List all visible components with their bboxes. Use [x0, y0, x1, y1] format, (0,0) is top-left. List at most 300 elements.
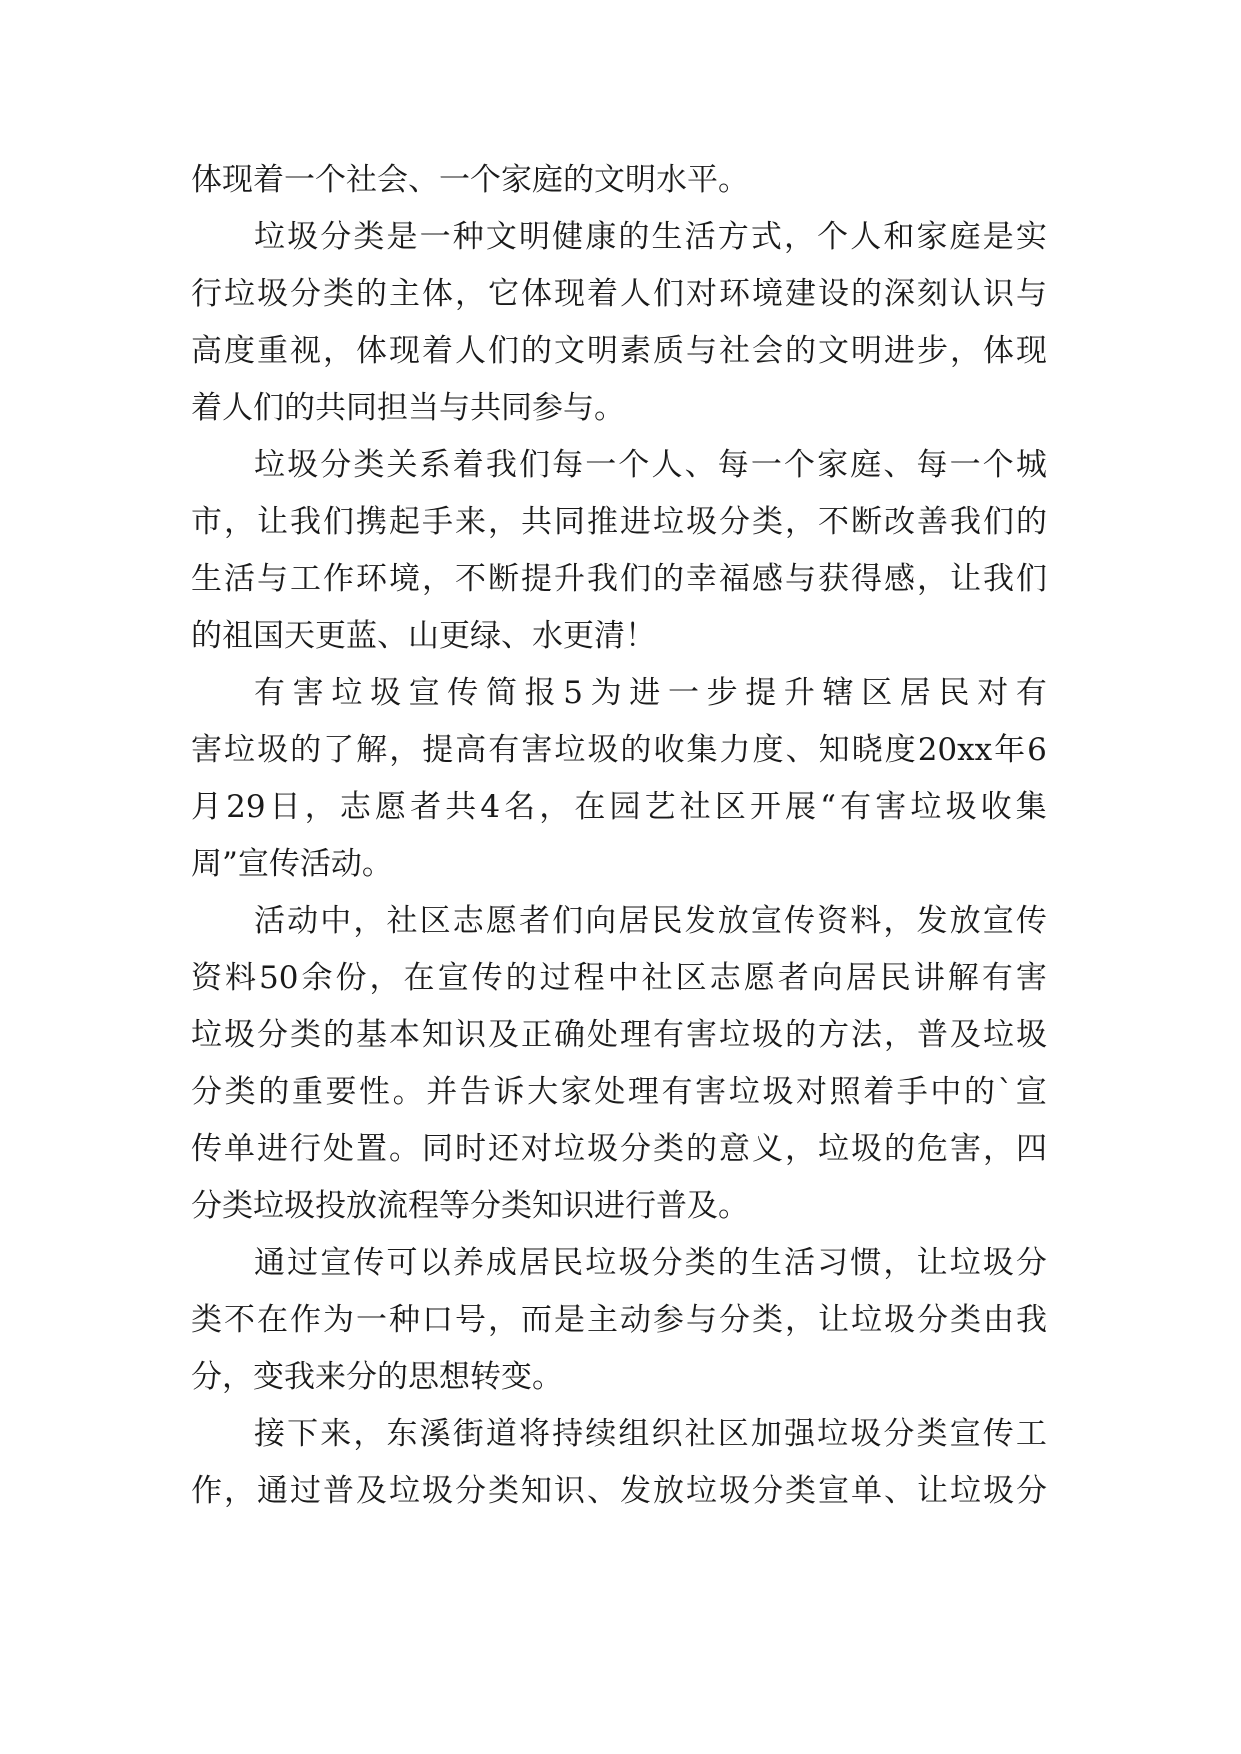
text-glyph: 发	[620, 1473, 651, 1509]
text-glyph: 携	[356, 504, 387, 540]
text-glyph: 垃	[983, 1017, 1014, 1053]
text-glyph: 深	[884, 276, 915, 312]
text-glyph: 在	[257, 1302, 288, 1338]
text-glyph: 感	[884, 561, 915, 597]
text-glyph: 溪	[419, 1416, 451, 1452]
text-glyph: 区	[717, 1416, 749, 1452]
text-line	[191, 437, 1047, 494]
text-glyph: 的	[785, 333, 816, 369]
text-glyph: 们	[983, 504, 1014, 540]
text-glyph: 生	[191, 561, 222, 597]
text-glyph: 习	[817, 1245, 849, 1281]
text-glyph: 与	[785, 561, 816, 597]
text-glyph: 过	[287, 1245, 319, 1281]
text-glyph: 度	[752, 732, 784, 768]
text-glyph: 垃	[585, 1245, 617, 1281]
text-glyph: 在	[403, 960, 435, 996]
text-glyph: 进	[257, 1131, 288, 1167]
text-glyph: 园	[609, 789, 641, 825]
text-glyph: 向	[585, 903, 617, 939]
text-glyph: 质	[653, 333, 684, 369]
text-glyph: 垃	[910, 789, 942, 825]
text-glyph: 是	[386, 219, 418, 255]
text-glyph: ，	[883, 1245, 915, 1281]
text-glyph: `	[997, 1074, 1014, 1110]
text-glyph: 们	[1016, 561, 1047, 597]
text-glyph: 主	[389, 276, 420, 312]
text-glyph: 民	[651, 903, 683, 939]
text-glyph: 人	[455, 333, 486, 369]
text-glyph: 让	[916, 1245, 948, 1281]
text-glyph: 庭	[949, 219, 981, 255]
text-glyph: 展	[785, 789, 817, 825]
text-line	[191, 893, 1047, 950]
text-glyph: 庭	[850, 447, 882, 483]
text-glyph: 传	[982, 1416, 1014, 1452]
text-glyph: 年	[994, 732, 1026, 768]
text-glyph: 们	[552, 903, 584, 939]
text-glyph: 分	[917, 1302, 948, 1338]
text-glyph: 个	[784, 447, 815, 483]
text-glyph: 文	[485, 219, 517, 255]
text-glyph: 垃	[191, 1017, 222, 1053]
text-glyph: 区	[675, 960, 707, 996]
text-glyph: 将	[519, 1416, 550, 1452]
text-glyph: 害	[950, 1131, 981, 1167]
text-glyph: 确	[554, 1017, 585, 1053]
text-glyph: 过	[539, 960, 571, 996]
text-glyph: 放	[717, 903, 749, 939]
text-glyph: 法	[851, 1017, 882, 1053]
text-glyph: 获	[818, 561, 849, 597]
text-glyph: 活	[254, 903, 285, 939]
text-glyph: 传	[353, 1245, 385, 1281]
text-glyph: 通	[254, 1245, 285, 1281]
text-glyph: 不	[818, 504, 849, 540]
text-glyph: 垃	[817, 1416, 849, 1452]
text-glyph: 同	[554, 504, 585, 540]
text-glyph: 类	[653, 1131, 684, 1167]
text-glyph: 料	[225, 960, 257, 996]
text-glyph: 对	[521, 1131, 552, 1167]
text-glyph: 一	[949, 447, 981, 483]
text-glyph: 主	[587, 1302, 618, 1338]
text-glyph: 的	[964, 1074, 996, 1110]
text-glyph: 讲	[913, 960, 945, 996]
text-glyph: 不	[224, 1302, 255, 1338]
text-glyph: 、	[883, 447, 915, 483]
text-line	[191, 1235, 1047, 1292]
text-glyph: 类	[224, 1074, 256, 1110]
text-glyph: 垃	[851, 1302, 882, 1338]
text-glyph: 素	[620, 333, 651, 369]
text-glyph: 行	[290, 1131, 321, 1167]
text-glyph: 生	[651, 219, 683, 255]
text-glyph: 我	[983, 561, 1014, 597]
text-glyph: 在	[574, 789, 606, 825]
text-glyph: 健	[552, 219, 584, 255]
text-glyph: 东	[386, 1416, 418, 1452]
text-glyph: 们	[519, 447, 550, 483]
text-glyph: 分	[1016, 1473, 1047, 1509]
text-glyph: 者	[777, 960, 809, 996]
text-glyph: 放	[653, 1473, 684, 1509]
text-glyph: 通	[257, 1473, 288, 1509]
text-glyph: 一	[750, 447, 782, 483]
text-glyph: ，	[950, 333, 981, 369]
text-glyph: 传	[471, 960, 503, 996]
text-glyph: 下	[287, 1416, 319, 1452]
text-glyph: 志	[339, 789, 371, 825]
text-glyph: 开	[749, 789, 781, 825]
text-glyph: 圾	[719, 1473, 750, 1509]
text-glyph: 宣	[320, 1245, 352, 1281]
text-glyph: 告	[459, 1074, 491, 1110]
text-glyph: 民	[552, 1245, 584, 1281]
text-glyph: 区	[861, 675, 893, 711]
text-glyph: 人	[850, 219, 882, 255]
text-glyph: 提	[521, 561, 552, 597]
text-glyph: 危	[917, 1131, 948, 1167]
text-glyph: 圾	[287, 219, 319, 255]
text-glyph: 中	[320, 903, 352, 939]
text-glyph: 害	[686, 1017, 717, 1053]
text-glyph: 、	[684, 447, 716, 483]
text-glyph: 度	[224, 333, 255, 369]
text-glyph: 高	[455, 732, 487, 768]
text-glyph: 垃	[254, 447, 285, 483]
text-glyph: 环	[356, 561, 387, 597]
text-line	[191, 323, 1047, 380]
text-glyph: 艺	[644, 789, 676, 825]
text-glyph: 垃	[728, 1074, 760, 1110]
text-glyph: 宣	[818, 1473, 849, 1509]
text-glyph: 放	[949, 903, 981, 939]
text-glyph: 方	[717, 219, 749, 255]
text-glyph: 是	[982, 219, 1014, 255]
text-glyph: ，	[785, 1131, 816, 1167]
text-glyph: 的	[686, 1131, 717, 1167]
text-line	[191, 722, 1047, 779]
text-glyph: 类	[323, 276, 354, 312]
text-glyph: 及	[356, 1473, 387, 1509]
text-glyph: 、	[785, 732, 817, 768]
text-glyph: 圾	[850, 1416, 882, 1452]
text-glyph: 家	[560, 1074, 592, 1110]
text-glyph: 城	[1015, 447, 1047, 483]
text-glyph: 分	[455, 1473, 486, 1509]
text-glyph: 重	[257, 333, 288, 369]
text-glyph: 名	[504, 789, 536, 825]
text-glyph: 社	[684, 1416, 716, 1452]
text-glyph: 的	[620, 732, 652, 768]
text-glyph: 区	[419, 903, 451, 939]
text-glyph: 以	[419, 1245, 451, 1281]
text-glyph: 社	[719, 333, 750, 369]
text-glyph: 人	[651, 447, 683, 483]
text-glyph: 由	[983, 1302, 1014, 1338]
text-glyph: 者	[410, 789, 442, 825]
text-glyph: 并	[426, 1074, 458, 1110]
text-glyph: 步	[706, 675, 738, 711]
text-glyph: 作	[290, 1302, 321, 1338]
text-line	[191, 266, 1047, 323]
text-glyph: 居	[618, 903, 650, 939]
text-glyph: 提	[745, 675, 777, 711]
text-glyph: 明	[519, 219, 550, 255]
text-glyph: 道	[485, 1416, 517, 1452]
text-glyph: 推	[587, 504, 618, 540]
text-glyph: 不	[455, 561, 486, 597]
text-glyph: 圾	[287, 447, 319, 483]
text-line	[191, 1121, 1047, 1178]
text-glyph: ，	[304, 789, 336, 825]
text-glyph: 一	[356, 1302, 387, 1338]
text-glyph: 圾	[257, 276, 288, 312]
text-glyph: 识	[983, 276, 1014, 312]
text-glyph: 工	[1015, 1416, 1047, 1452]
text-glyph: 为	[323, 1302, 354, 1338]
text-glyph: 有	[1015, 675, 1047, 711]
text-glyph: 知	[818, 732, 850, 768]
text-glyph: 感	[752, 561, 783, 597]
text-glyph: 会	[752, 333, 783, 369]
text-glyph: 一	[667, 675, 699, 711]
text-glyph: 宣	[1015, 1074, 1047, 1110]
text-glyph: 与	[257, 561, 288, 597]
text-glyph: 每	[552, 447, 584, 483]
text-glyph: 文	[818, 333, 849, 369]
text-glyph: 解	[356, 732, 388, 768]
text-glyph: 日	[269, 789, 301, 825]
text-glyph: 度	[884, 732, 916, 768]
text-glyph: 来	[320, 1416, 352, 1452]
text-glyph: 类	[916, 1416, 948, 1452]
text-glyph: 分	[320, 447, 352, 483]
text-glyph: 29	[226, 789, 266, 825]
text-glyph: 让	[950, 561, 981, 597]
text-glyph: ，	[369, 960, 401, 996]
text-glyph: 资	[817, 903, 849, 939]
text-line	[191, 1007, 1047, 1064]
text-glyph: 区	[714, 789, 746, 825]
text-glyph: 及	[488, 1017, 519, 1053]
text-glyph: 为	[590, 675, 622, 711]
text-glyph: 有	[254, 675, 285, 711]
text-glyph: 我	[290, 504, 321, 540]
text-glyph: 圾	[851, 1131, 882, 1167]
text-glyph: 晓	[851, 732, 883, 768]
text-glyph: 系	[419, 447, 451, 483]
text-glyph: 持	[552, 1416, 584, 1452]
text-glyph: 让	[917, 1473, 948, 1509]
text-glyph: 分	[320, 219, 352, 255]
text-glyph: 民	[879, 960, 911, 996]
text-glyph: 它	[488, 276, 519, 312]
text-line: 的祖国天更蓝、山更绿、水更清！	[191, 618, 656, 654]
text-glyph: 圾	[884, 1302, 915, 1338]
text-glyph: 对	[795, 1074, 827, 1110]
text-line: 分类垃圾投放流程等分类知识进行普及。	[191, 1188, 749, 1224]
text-glyph: 是	[554, 1302, 585, 1338]
text-glyph: 的	[1016, 504, 1047, 540]
text-glyph: 同	[422, 1131, 453, 1167]
text-glyph: 收	[980, 789, 1012, 825]
text-glyph: 的	[785, 1017, 816, 1053]
text-glyph: 强	[784, 1416, 815, 1452]
text-glyph: 进	[884, 333, 915, 369]
text-glyph: 垃	[950, 1473, 981, 1509]
text-glyph: 害	[695, 1074, 727, 1110]
text-glyph: 我	[1016, 1302, 1047, 1338]
text-glyph: 的	[258, 1074, 290, 1110]
text-glyph: 向	[811, 960, 843, 996]
text-glyph: 与	[686, 333, 717, 369]
text-glyph: ，	[389, 732, 421, 768]
text-glyph: 有	[981, 960, 1013, 996]
text-line: 周”宣传活动。	[191, 846, 393, 882]
text-glyph: 和	[883, 219, 915, 255]
text-glyph: 的	[521, 333, 552, 369]
text-glyph: 志	[709, 960, 741, 996]
text-glyph: ，	[323, 333, 354, 369]
text-glyph: 们	[323, 504, 354, 540]
text-glyph: 志	[452, 903, 484, 939]
text-line	[191, 950, 1047, 1007]
text-glyph: 处	[323, 1131, 354, 1167]
text-glyph: 类	[488, 1473, 519, 1509]
text-glyph: 圾	[587, 732, 619, 768]
text-glyph: 们	[653, 276, 684, 312]
text-glyph: 对	[977, 675, 1009, 711]
text-glyph: 活	[684, 219, 716, 255]
text-glyph: 个	[618, 447, 650, 483]
text-glyph: 工	[290, 561, 321, 597]
text-glyph: 市	[191, 504, 222, 540]
text-glyph: 理	[627, 1074, 659, 1110]
text-glyph: 的	[290, 732, 322, 768]
text-glyph: 垃	[686, 1473, 717, 1509]
text-glyph: 可	[386, 1245, 418, 1281]
text-glyph: 成	[485, 1245, 517, 1281]
text-glyph: ，	[785, 504, 816, 540]
text-glyph: 辖	[822, 675, 854, 711]
text-glyph: 垃	[254, 219, 285, 255]
text-glyph: 圾	[587, 1131, 618, 1167]
text-glyph: 集	[686, 732, 718, 768]
text-glyph: 传	[447, 675, 479, 711]
text-glyph: 断	[488, 561, 519, 597]
text-glyph: 福	[719, 561, 750, 597]
text-glyph: 让	[257, 504, 288, 540]
text-glyph: 垃	[719, 1017, 750, 1053]
text-line	[191, 1463, 1047, 1520]
text-glyph: 建	[785, 276, 816, 312]
text-glyph: ，	[884, 1017, 915, 1053]
text-line	[191, 1064, 1047, 1121]
text-glyph: 种	[452, 219, 484, 255]
text-glyph: 简	[485, 675, 517, 711]
text-glyph: 圾	[369, 675, 401, 711]
text-glyph: 圾	[945, 789, 977, 825]
text-glyph: 实	[1015, 219, 1047, 255]
text-glyph: 与	[1016, 276, 1047, 312]
text-glyph: 发	[684, 903, 716, 939]
text-glyph: 动	[287, 903, 319, 939]
text-glyph: 养	[452, 1245, 484, 1281]
text-glyph: 知	[521, 1473, 552, 1509]
text-glyph: 20xx	[917, 732, 993, 768]
text-glyph: 社	[386, 903, 418, 939]
text-glyph: 境	[389, 561, 420, 597]
text-glyph: 动	[620, 1302, 651, 1338]
text-glyph: 民	[938, 675, 970, 711]
text-glyph: 正	[521, 1017, 552, 1053]
text-glyph: 、	[587, 1473, 618, 1509]
text-glyph: 体	[356, 333, 387, 369]
text-glyph: ，	[917, 561, 948, 597]
text-glyph: 社	[641, 960, 673, 996]
text-glyph: 我	[950, 504, 981, 540]
text-glyph: 我	[485, 447, 517, 483]
text-glyph: 意	[719, 1131, 750, 1167]
text-glyph: 现	[389, 333, 420, 369]
text-glyph: 进	[629, 675, 661, 711]
text-glyph: 街	[452, 1416, 484, 1452]
text-glyph: 圾	[752, 1017, 783, 1053]
text-glyph: 类	[785, 1473, 816, 1509]
text-glyph: ，	[353, 903, 385, 939]
text-glyph: 垃	[653, 504, 684, 540]
text-glyph: 改	[884, 504, 915, 540]
text-glyph: 进	[620, 504, 651, 540]
text-glyph: 宣	[982, 903, 1014, 939]
text-glyph: ，	[353, 1416, 385, 1452]
text-glyph: 有	[653, 1017, 684, 1053]
text-line: 分，变我来分的思想转变。	[191, 1359, 563, 1395]
text-glyph: 还	[488, 1131, 519, 1167]
text-glyph: 类	[684, 1245, 716, 1281]
text-glyph: 着	[452, 447, 484, 483]
text-glyph: 力	[719, 732, 751, 768]
text-glyph: 活	[224, 561, 255, 597]
text-glyph: 分	[651, 1245, 683, 1281]
text-glyph: 圾	[1016, 1017, 1047, 1053]
text-glyph: 共	[521, 504, 552, 540]
text-glyph: ，	[488, 1302, 519, 1338]
text-glyph: 报	[524, 675, 556, 711]
text-glyph: 得	[851, 561, 882, 597]
text-glyph: 作	[323, 561, 354, 597]
text-glyph: 者	[519, 903, 550, 939]
text-glyph: 诉	[493, 1074, 525, 1110]
text-glyph: 处	[594, 1074, 626, 1110]
text-glyph: 垃	[554, 1131, 585, 1167]
text-glyph: 有	[840, 789, 872, 825]
text-glyph: 幸	[686, 561, 717, 597]
text-glyph: 分	[290, 276, 321, 312]
text-glyph: 本	[389, 1017, 420, 1053]
text-glyph: ，	[224, 1473, 255, 1509]
text-glyph: 识	[554, 1473, 585, 1509]
text-glyph: 一	[419, 219, 451, 255]
text-glyph: 害	[191, 732, 222, 768]
text-glyph: 分	[752, 1473, 783, 1509]
text-glyph: 余	[301, 960, 333, 996]
text-glyph: 共	[445, 789, 477, 825]
text-glyph: 接	[254, 1416, 285, 1452]
text-glyph: ，	[455, 276, 486, 312]
